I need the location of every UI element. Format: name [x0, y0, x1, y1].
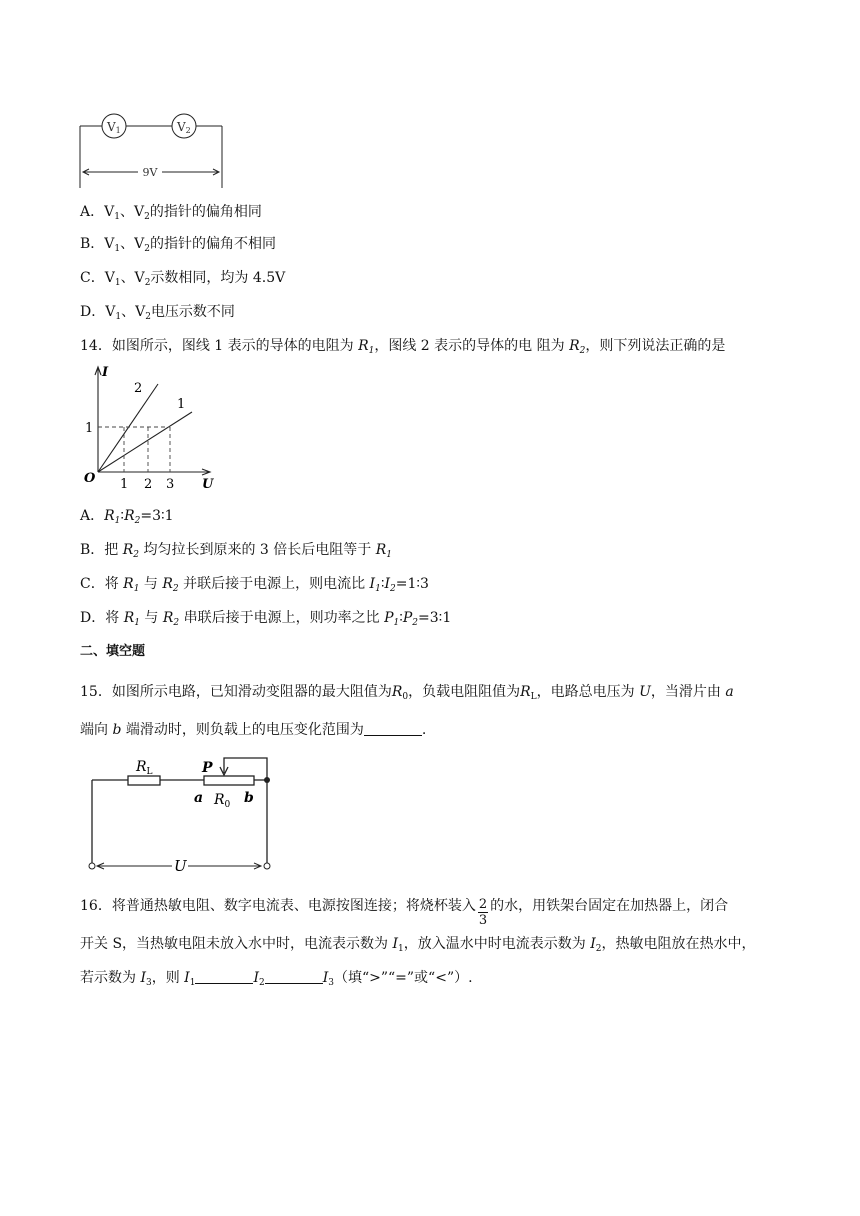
line-2-label: 2: [134, 381, 143, 396]
q16-answer-blank-1[interactable]: [195, 969, 253, 984]
q13-option-a: A．$V_1$、$V_2$的指针的偏角相同: [80, 204, 262, 222]
figure-13-circuit: [74, 110, 234, 192]
u-label: U: [174, 857, 187, 875]
fraction-two-thirds: $\frac{2}{3}$: [478, 897, 488, 928]
rl-label: $R_L$: [136, 759, 153, 777]
y-axis-label: I: [102, 365, 109, 380]
r0-label: $R_0$: [214, 792, 231, 810]
voltage-label: 9V: [142, 166, 158, 179]
p-label: P: [202, 760, 213, 776]
section-title: 二、填空题: [80, 644, 146, 659]
graph-line-1: [98, 412, 192, 472]
v1-label: V1: [107, 120, 121, 135]
q15-line-2: 端向 b 端滑动时，则负载上的电压变化范围为 .: [80, 722, 427, 738]
b-label: b: [244, 790, 254, 806]
figure-15-circuit: [84, 752, 284, 876]
q14-stem: 14．如图所示，图线 1 表示的导体的电阻为 $R_1$，图线 2 表示的导体的电 阻为 $R_2$，则下列说法正确的是: [80, 338, 726, 356]
x-tick-2: 2: [144, 477, 153, 492]
q15-line-1: 15．如图所示电路，已知滑动变阻器的最大阻值为$R_0$，负载电阻阻值为$R_L$，电路总电压为 U，当滑片由 a: [80, 684, 734, 702]
y-tick-1: 1: [85, 421, 94, 436]
graph-line-2: [98, 384, 158, 472]
q16-line-3: 若示数为 $I_3$，则 $I_1$ $I_2$ $I_3$（填“>”“=”或“<”）.: [80, 970, 473, 988]
a-label: a: [194, 790, 204, 806]
v2-label: V2: [177, 120, 191, 135]
q15-answer-blank[interactable]: [364, 721, 422, 736]
q13-option-b: B．$V_1$、$V_2$的指针的偏角不相同: [80, 236, 276, 254]
q13-option-d: D．$V_1$、$V_2$电压示数不同: [80, 304, 235, 322]
q14-option-c: C．将 $R_1$ 与 $R_2$ 并联后接于电源上，则电流比 $I_1∶I_2=1∶3$: [80, 576, 429, 594]
q14-option-d: D．将 $R_1$ 与 $R_2$ 串联后接于电源上，则功率之比 $P_1∶P_2=3∶1$: [80, 610, 452, 628]
line-1-label: 1: [177, 397, 186, 412]
x-tick-3: 3: [166, 477, 175, 492]
q14-option-b: B．把 $R_2$ 均匀拉长到原来的 3 倍长后电阻等于 $R_1$: [80, 542, 393, 560]
origin-label: O: [84, 471, 96, 486]
q16-line-2: 开关 S，当热敏电阻未放入水中时，电流表示数为 $I_1$，放入温水中时电流表示数为 $I_2$，热敏电阻放在热水中，: [80, 936, 756, 954]
x-tick-1: 1: [120, 477, 129, 492]
x-axis-label: U: [202, 477, 214, 492]
q16-answer-blank-2[interactable]: [265, 969, 323, 984]
q16-line-1: 16．将普通热敏电阻、数字电流表、电源按图连接；将烧杯装入 $\frac{2}{3}$ 的水，用铁架台固定在加热器上，闭合: [80, 897, 729, 928]
figure-14-iu-graph: [80, 362, 220, 492]
q14-option-a: A．$R_1∶R_2=3∶1$: [80, 508, 174, 526]
q13-option-c: C．$V_1$、$V_2$示数相同，均为 4.5V: [80, 270, 286, 288]
